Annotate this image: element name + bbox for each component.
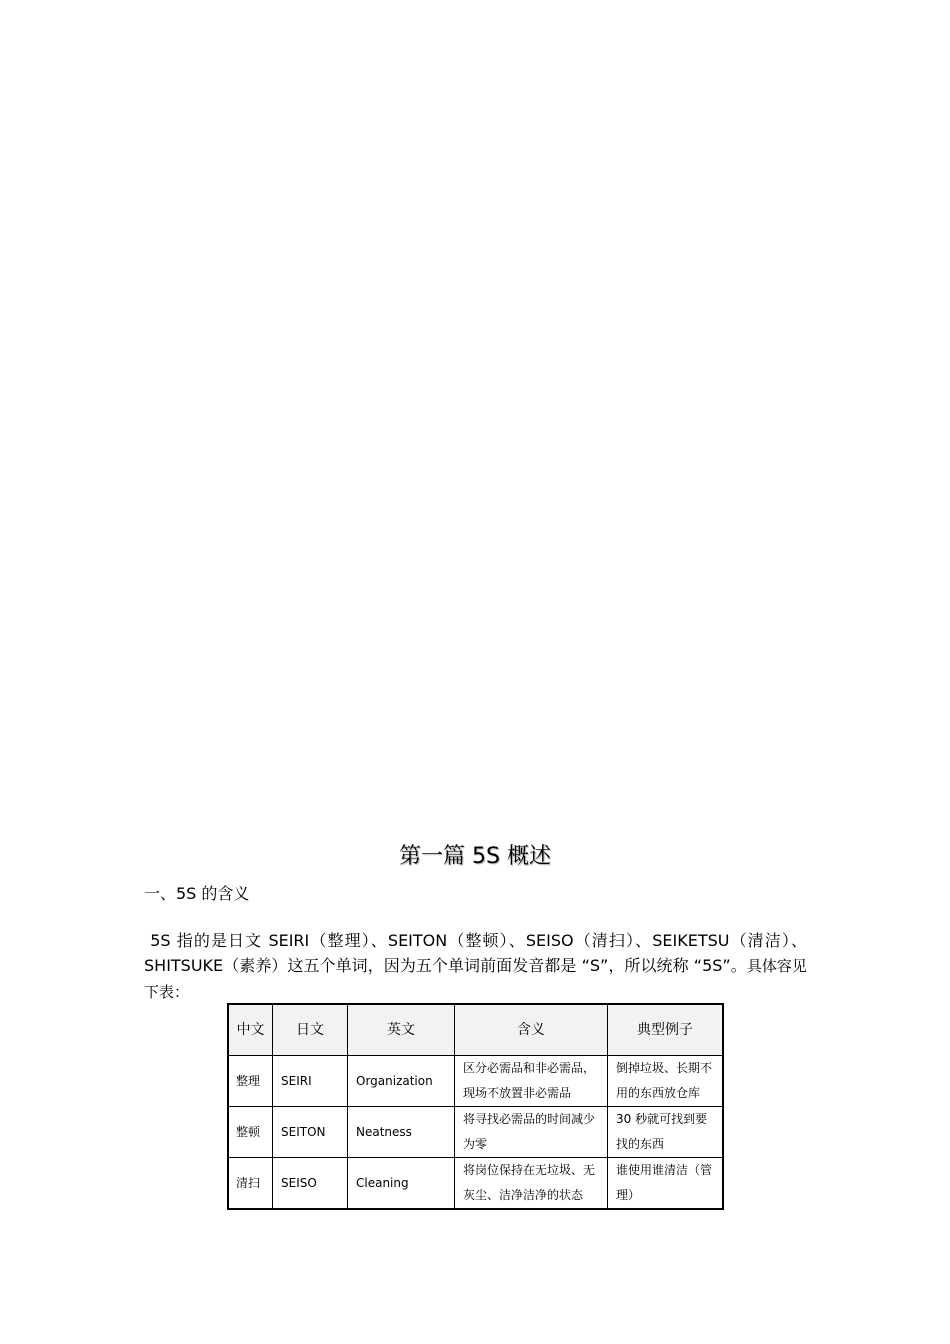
intro-paragraph [144,928,807,1005]
header-cell-meaning: 含义 [455,1004,608,1056]
table-cell: 区分必需品和非必需品，现场不放置非必需品 [455,1056,608,1107]
table-header-row [228,1004,723,1056]
table-cell: 将岗位保持在无垃圾、无灰尘、洁净洁净的状态 [455,1158,608,1210]
intro-tail: 具体容见下表： [144,957,807,1001]
table-cell: Cleaning [348,1158,455,1210]
table-cell: 谁使用谁清洁（管理） [608,1158,724,1210]
table-cell: 倒掉垃圾、长期不用的东西放仓库 [608,1056,724,1107]
table-cell: SEIRI [273,1056,348,1107]
table-row [228,1158,723,1210]
table-cell: SEITON [273,1107,348,1158]
table-cell: Organization [348,1056,455,1107]
intro-text: 5S 指的是日文 SEIRI（整理）、SEITON（整顿）、SEISO（清扫）、SEIKETSU（清洁）、SHITSUKE（素养）这五个单词，因为五个单词前面发音都是 “S”，所以统称 “5S”。 [144,931,807,975]
table-row [228,1107,723,1158]
table-row [228,1056,723,1107]
section-heading: 一、5S 的含义 [144,884,250,903]
header-cell-japanese: 日文 [273,1004,348,1056]
table-cell: 将寻找必需品的时间减少为零 [455,1107,608,1158]
table-cell: SEISO [273,1158,348,1210]
five-s-table [227,1003,724,1210]
table-cell: 整顿 [228,1107,273,1158]
table-cell: Neatness [348,1107,455,1158]
table-cell: 整理 [228,1056,273,1107]
table-cell: 清扫 [228,1158,273,1210]
page-title: 第一篇 5S 概述 [399,844,551,869]
header-cell-example: 典型例子 [608,1004,724,1056]
table-cell: 30 秒就可找到要找的东西 [608,1107,724,1158]
header-cell-chinese: 中文 [228,1004,273,1056]
five-s-table-container [227,1003,724,1210]
header-cell-english: 英文 [348,1004,455,1056]
